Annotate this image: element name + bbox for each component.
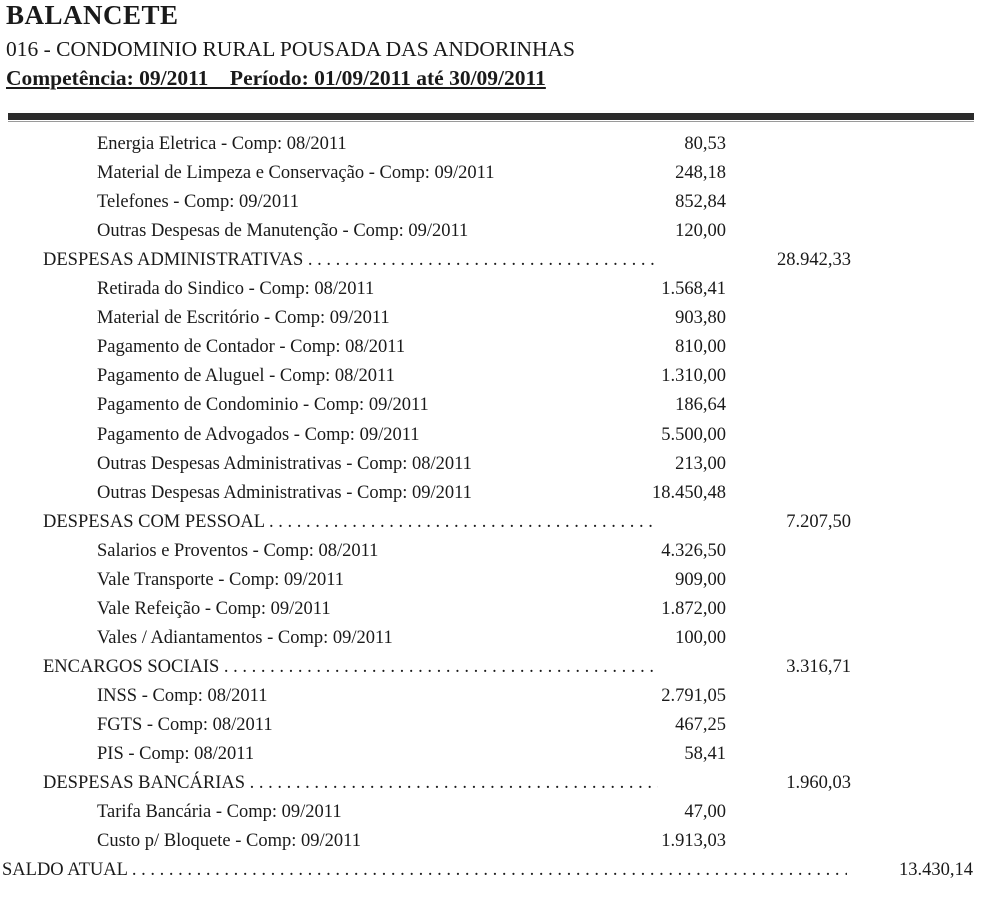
item-value: 248,18 <box>675 163 726 184</box>
group-value: 1.960,03 <box>786 773 851 794</box>
item-label: Outras Despesas de Manutenção - Comp: 09/2011 <box>97 221 469 242</box>
item-row <box>0 363 982 389</box>
report-title: BALANCETE <box>6 0 179 30</box>
item-label: Pagamento de Contador - Comp: 08/2011 <box>97 337 406 358</box>
group-label: DESPESAS BANCÁRIAS . . . <box>43 770 658 796</box>
entity-name: 016 - CONDOMINIO RURAL POUSADA DAS ANDORINHAS <box>6 37 575 61</box>
item-label: Vale Refeição - Comp: 09/2011 <box>97 598 331 619</box>
item-value: 903,80 <box>675 308 726 329</box>
item-row <box>0 305 982 331</box>
group-row <box>0 770 982 796</box>
item-row <box>0 741 982 767</box>
item-label: Telefones - Comp: 09/2011 <box>97 192 300 213</box>
item-label: Material de Limpeza e Conservação - Comp: 09/2011 <box>97 163 495 184</box>
item-value: 810,00 <box>675 337 726 358</box>
item-label: Outras Despesas Administrativas - Comp: 08/2011 <box>97 453 472 474</box>
item-label: PIS - Comp: 08/2011 <box>97 744 255 765</box>
item-label: Tarifa Bancária - Comp: 09/2011 <box>97 802 342 823</box>
item-row <box>0 334 982 360</box>
item-value: 100,00 <box>675 627 726 648</box>
item-label: FGTS - Comp: 08/2011 <box>97 715 273 735</box>
item-row <box>0 625 982 651</box>
item-value: 47,00 <box>684 802 726 823</box>
item-value: 852,84 <box>675 192 726 213</box>
group-label: DESPESAS COM PESSOAL . . . <box>43 509 658 535</box>
item-label: Pagamento de Aluguel - Comp: 08/2011 <box>97 366 395 387</box>
total-label: SALDO ATUAL . . . <box>2 857 847 883</box>
total-value: 13.430,14 <box>899 860 973 881</box>
item-row <box>0 218 982 244</box>
item-value: 120,00 <box>675 221 726 242</box>
group-value: 3.316,71 <box>786 656 851 677</box>
item-row <box>0 276 982 302</box>
item-row <box>0 799 982 825</box>
item-value: 80,53 <box>684 134 726 154</box>
item-value: 1.568,41 <box>661 279 726 300</box>
item-value: 909,00 <box>675 569 726 590</box>
item-row <box>0 451 982 477</box>
item-value: 1.310,00 <box>661 366 726 387</box>
item-label: Pagamento de Advogados - Comp: 09/2011 <box>97 424 420 445</box>
header-divider-thin <box>8 121 974 122</box>
item-row <box>0 683 982 709</box>
item-row <box>0 538 982 564</box>
group-value: 7.207,50 <box>786 511 851 532</box>
item-row <box>0 189 982 215</box>
item-value: 4.326,50 <box>661 540 726 561</box>
item-value: 1.872,00 <box>661 598 726 619</box>
item-label: Outras Despesas Administrativas - Comp: 09/2011 <box>97 482 472 503</box>
group-row <box>0 509 982 535</box>
item-value: 5.500,00 <box>661 424 726 445</box>
item-label: Custo p/ Bloquete - Comp: 09/2011 <box>97 831 361 852</box>
item-value: 1.913,03 <box>661 831 726 852</box>
item-label: Vale Transporte - Comp: 09/2011 <box>97 569 345 590</box>
item-value: 2.791,05 <box>661 685 726 706</box>
item-value: 186,64 <box>675 395 726 416</box>
item-label: Salarios e Proventos - Comp: 08/2011 <box>97 540 379 561</box>
item-row <box>0 131 982 157</box>
item-row <box>0 596 982 622</box>
item-label: INSS - Comp: 08/2011 <box>97 685 268 706</box>
item-label: Material de Escritório - Comp: 09/2011 <box>97 308 390 329</box>
group-label: ENCARGOS SOCIAIS . . . <box>43 654 658 680</box>
item-row <box>0 828 982 854</box>
item-value: 467,25 <box>675 715 726 735</box>
group-row <box>0 654 982 680</box>
item-label: Pagamento de Condominio - Comp: 09/2011 <box>97 395 429 416</box>
item-label: Retirada do Sindico - Comp: 08/2011 <box>97 279 375 300</box>
group-row <box>0 247 982 273</box>
item-value: 58,41 <box>684 744 726 765</box>
item-row <box>0 422 982 448</box>
group-label: DESPESAS ADMINISTRATIVAS . . . <box>43 247 658 273</box>
item-label: Energia Eletrica - Comp: 08/2011 <box>97 134 347 154</box>
item-row <box>0 480 982 506</box>
total-row <box>0 857 982 883</box>
item-row <box>0 712 982 738</box>
group-value: 28.942,33 <box>777 250 851 271</box>
period-line: Competência: 09/2011 Período: 01/09/2011 até 30/09/2011 <box>6 66 546 90</box>
item-row <box>0 392 982 418</box>
item-row <box>0 160 982 186</box>
item-row <box>0 567 982 593</box>
item-label: Vales / Adiantamentos - Comp: 09/2011 <box>97 627 393 648</box>
item-value: 18.450,48 <box>652 482 726 503</box>
item-value: 213,00 <box>675 453 726 474</box>
header-divider <box>8 113 974 120</box>
